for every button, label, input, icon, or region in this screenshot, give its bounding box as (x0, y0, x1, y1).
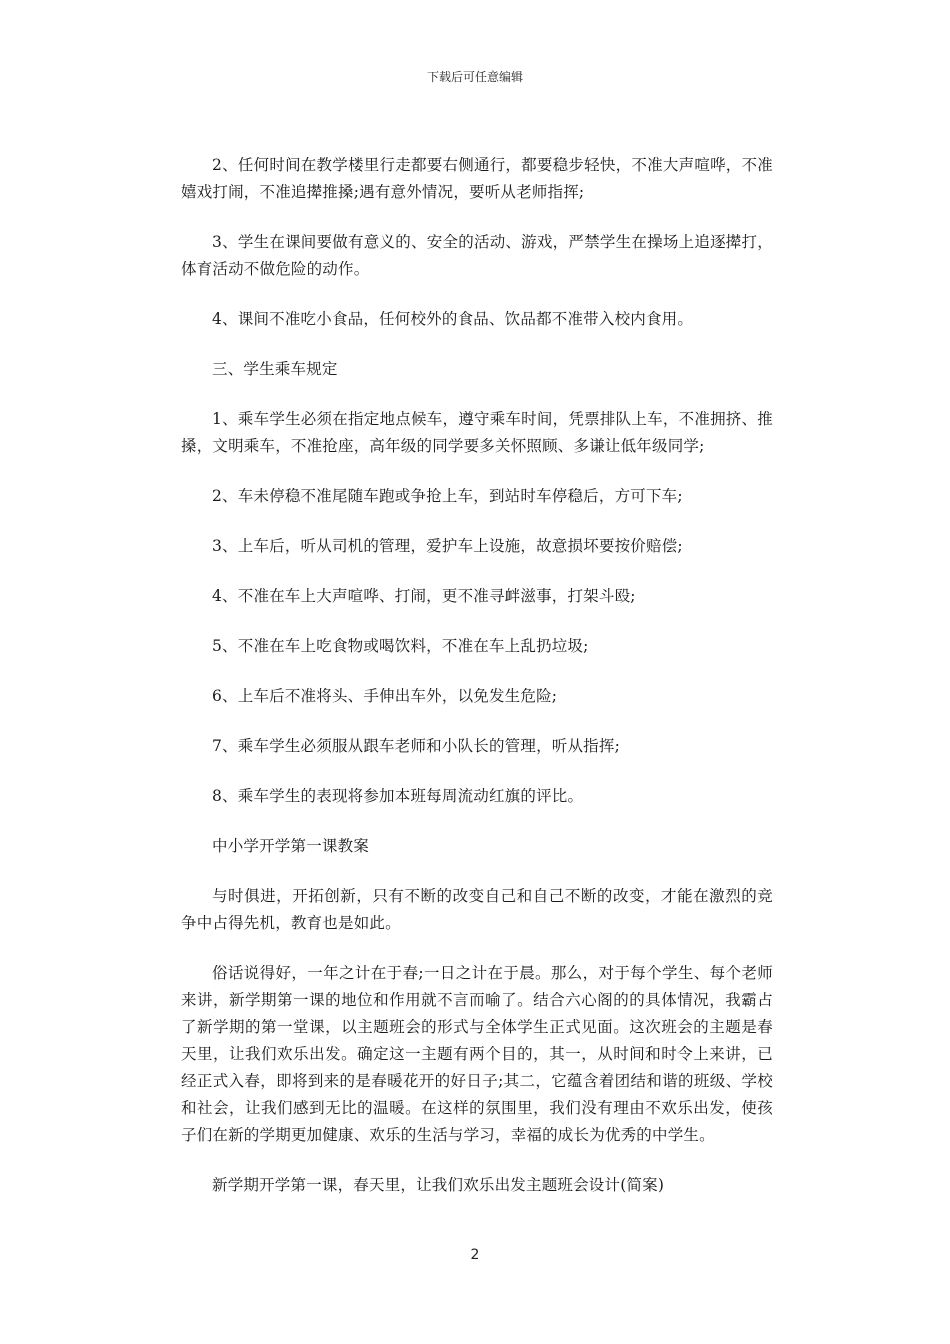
paragraph-bus-rule-4: 4、不准在车上大声喧哗、打闹，更不准寻衅滋事，打架斗殴; (212, 587, 636, 605)
section-heading-first-lesson: 中小学开学第一课教案 (212, 837, 370, 855)
paragraph-bus-rule-5: 5、不准在车上吃食物或喝饮料，不准在车上乱扔垃圾; (212, 637, 589, 655)
page-header: 下载后可任意编辑 (426, 70, 523, 84)
paragraph-bus-rule-6: 6、上车后不准将头、手伸出车外，以免发生危险; (212, 687, 558, 705)
section-heading-bus-rules: 三、学生乘车规定 (212, 360, 338, 378)
paragraph-bus-rule-2: 2、车未停稳不准尾随车跑或争抢上车，到站时车停稳后，方可下车; (212, 487, 683, 505)
page-number: 2 (470, 1247, 480, 1263)
paragraph-rule-4: 4、课间不准吃小食品，任何校外的食品、饮品都不准带入校内食用。 (212, 310, 694, 328)
paragraph-plan-title: 新学期开学第一课，春天里，让我们欢乐出发主题班会设计(简案) (212, 1176, 665, 1194)
paragraph-bus-rule-8: 8、乘车学生的表现将参加本班每周流动红旗的评比。 (212, 787, 584, 805)
paragraph-bus-rule-3: 3、上车后，听从司机的管理，爱护车上设施，故意损坏要按价赔偿; (212, 537, 683, 555)
paragraph-rule-3: 3、学生在课间要做有意义的、安全的活动、游戏，严禁学生在操场上追逐撵打，体育活动不做危险的动作。 (181, 233, 773, 278)
document-body (181, 152, 773, 1222)
paragraph-body: 俗话说得好，一年之计在于春;一日之计在于晨。那么，对于每个学生、每个老师来讲，新学期第一课的地位和作用就不言而喻了。结合六心阁的的具体情况，我霸占了新学期的第一堂课，以主题班会的形式与全体学生正式见面。这次班会的主题是春天里，让我们欢乐出发。确定这一主题有两个目的，其一，从时间和时令上来讲，已经正式入春，即将到来的是春暖花开的好日子;其二，它蕴含着团结和谐的班级、学校和社会，让我们感到无比的温暖。在这样的氛围里，我们没有理由不欢乐出发，使孩子们在新的学期更加健康、欢乐的生活与学习，幸福的成长为优秀的中学生。 (181, 964, 773, 1144)
paragraph-rule-2: 2、任何时间在教学楼里行走都要右侧通行，都要稳步轻快，不准大声喧哗，不准嬉戏打闹，不准追撵推搡;遇有意外情况，要听从老师指挥; (181, 156, 773, 201)
paragraph-bus-rule-1: 1、乘车学生必须在指定地点候车，遵守乘车时间，凭票排队上车，不准拥挤、推搡，文明乘车，不准抢座，高年级的同学要多关怀照顾、多谦让低年级同学; (181, 410, 773, 455)
paragraph-bus-rule-7: 7、乘车学生必须服从跟车老师和小队长的管理，听从指挥; (212, 737, 620, 755)
paragraph-intro: 与时俱进，开拓创新，只有不断的改变自己和自己不断的改变，才能在激烈的竞争中占得先机，教育也是如此。 (181, 887, 773, 932)
